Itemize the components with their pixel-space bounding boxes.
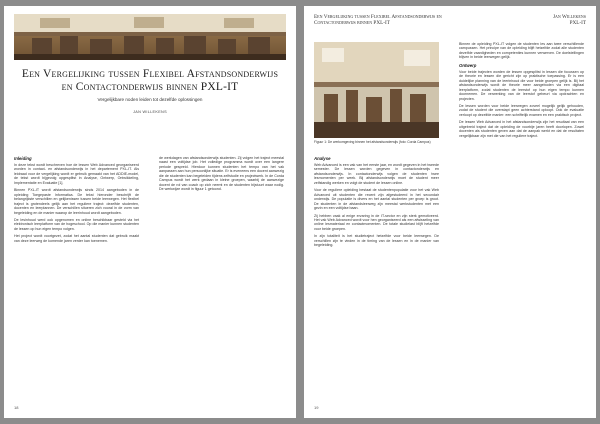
running-org: PXL-IT: [569, 20, 586, 26]
right-page: [304, 6, 596, 418]
article-subtitle: Vergelijkbare noden leiden tot dezelfde oplossingen: [97, 97, 203, 102]
header-photo: [14, 14, 286, 60]
left-column-1: [14, 156, 139, 246]
article-author: JAN WILLEKENS: [133, 110, 167, 114]
left-column-2: [159, 156, 284, 195]
photo-icon: [314, 42, 439, 138]
ontwerp-heading: Ontwerp: [459, 62, 477, 68]
article-header: [20, 68, 280, 114]
right-column-2: [459, 42, 584, 141]
article-title: Een Vergelijking tussen Flexibel Afstandsonderwijs en Contactonderwijs binnen PXL-IT: [21, 68, 279, 93]
classroom-image: [14, 14, 286, 60]
inleiding-heading: Inleiding: [14, 156, 32, 161]
paragraph: Het project wordt voortgezet, zodat het aantal studenten dat gebruik maakt van deze leerweg de komende jaren verder kan toenemen.: [14, 234, 139, 243]
paragraph: Binnen PXL-IT wordt afstandsonderwijs sinds 2014 aangeboden in de opleiding Toegepaste Informatica. De tekst hieronder beschrijft de belangrijkste verschillen en gelijkenissen tussen beide leerwegen. Het flexibel traject is grotendeels gelijk aan het reguliere traject: dezelfde studenten, docenten en leerplannen. De verschillen situeren zich vooral in de vorm van begeleiding en de manier waarop de leerinhoud wordt aangeboden.: [14, 188, 139, 215]
paragraph: De lessen Web Advanced in het afstandsonderwijs zijn het resultaat van een uitgebreid traject dat de opleiding de voorbije jaren heeft doorlopen. Zowel docenten als studenten geven aan dat de aanpak werkt en dat de resultaten vergelijkbaar zijn met die van het reguliere traject.: [459, 120, 584, 138]
running-title: Een Vergelijking tussen Flexibel Afstandsonderwijs en Contactonderwijs binnen PXL-IT: [314, 14, 442, 26]
paragraph: Voor de reguliere opleiding bestaat de studentenpopulatie voor het vak Web Advanced uit studenten die recent zijn afgestudeerd in het secundair onderwijs. De populatie is divers en het aantal studenten per groep is groot. De studenten in de afstandsleerweg zijn meestal werkstudenten met een gezin en een voltijdse baan.: [314, 188, 439, 211]
running-head-left: [314, 14, 464, 26]
paragraph: Zij hebben vaak al enige ervaring in de IT-sector en zijn sterk gemotiveerd. Het vak Web Advanced wordt voor hen georganiseerd als een afwisseling van online lesmateriaal en contactmomenten. De totale studielast blijft hetzelfde voor beide groepen.: [314, 213, 439, 231]
running-author: Jan Willekens: [552, 14, 586, 20]
paragraph: In deze tekst wordt beschreven hoe de lessen Web Advanced georganiseerd worden in contact- en afstandsonderwijs in het departement PXL-IT. Als leidraad voor de vergelijking wordt er gebruik gemaakt van het ADDIE-model, de tekst wordt bijgevolg opgesplitst in Analyse, Ontwerp, Ontwikkeling, Implementatie en Evaluatie [1].: [14, 163, 139, 185]
figure-image: [314, 42, 439, 138]
running-head-right: [553, 14, 586, 26]
analyse-heading: Analyse: [314, 156, 331, 161]
paragraph: Web Advanced is een vak van het eerste jaar, en wordt gegeven in het tweede semester. De lessen worden gegeven in contactonderwijs en afstandsonderwijs. In contactonderwijs volgen de studenten twee lesmomenten per week. Bij afstandsonderwijs moet de student meer zelfstandig werken en volgt de student de lessen online.: [314, 163, 439, 185]
page-number: 18: [14, 405, 19, 410]
figure-caption: Figuur 1: De werkomgeving binnen het afstandsonderwijs (foto: Corda Campus): [314, 140, 431, 144]
paragraph: De lessen worden voor beide leerwegen zoveel mogelijk gelijk gehouden, zodat de student die overstapt geen achterstand oploopt. Ook de evaluatie verloopt op dezelfde manier: een schriftelijk examen en een praktisch project.: [459, 103, 584, 117]
paragraph: In zijn totaliteit is het studietraject hetzelfde voor beide leerwegen. De verschillen zijn te vinden in de timing van de lessen en in de manier van begeleiding.: [314, 234, 439, 248]
paragraph: Binnen de opleiding PXL-IT volgen de studenten les aan twee verschillende campussen. Het principe van de opleiding blijft hetzelfde zodat alle studenten dezelfde vaardigheden en competenties kunnen verwerven. De doelstellingen blijven in beide leerwegen gelijk.: [459, 42, 584, 60]
paragraph: de werkdagen van afstandsonderwijs studenten. Zij volgen het traject meestal naast een voltijdse job. Het volledige programma wordt over een langere periode gespreid. Hierdoor kunnen studenten het tempo van het vak aanpassen aan hun persoonlijke situatie. Er is eveneens een docent aanwezig die de studenten kan begeleiden tijdens zelfstudie en projectwerk. In de Corda Campus wordt het werk gedaan in kleine groepen, waarbij de aanwezige docent de rol van coach op zich neemt en de studenten bijstuurt waar nodig. De werkwijze wordt in figuur 1 getoond.: [159, 156, 284, 192]
figure-caption-wrap: [314, 140, 439, 147]
left-page: [4, 6, 296, 418]
right-column-1: [314, 156, 439, 251]
page-number: 19: [314, 405, 319, 410]
paragraph: De lesinhoud werd ook opgenomen en online beschikbaar gesteld via het elektronisch leerplatform van de hogeschool. Op die manier kunnen studenten de lessen op hun eigen tempo volgen.: [14, 217, 139, 231]
paragraph: Voor beide trajecten worden de lessen opgesplitst in lessen die focussen op de theorie en lessen die gericht zijn op praktische toepassing. Er is een duidelijke planning van de leerinhoud die voor beide groepen gelijk is. Bij het afstandsonderwijs wordt de theorie meer aangeboden via een digitaal leerplatform, zodat studenten de leerstof op hun eigen tempo kunnen doornemen. De verwerking van de leerstof gebeurt via opdrachten en projecten.: [459, 69, 584, 101]
